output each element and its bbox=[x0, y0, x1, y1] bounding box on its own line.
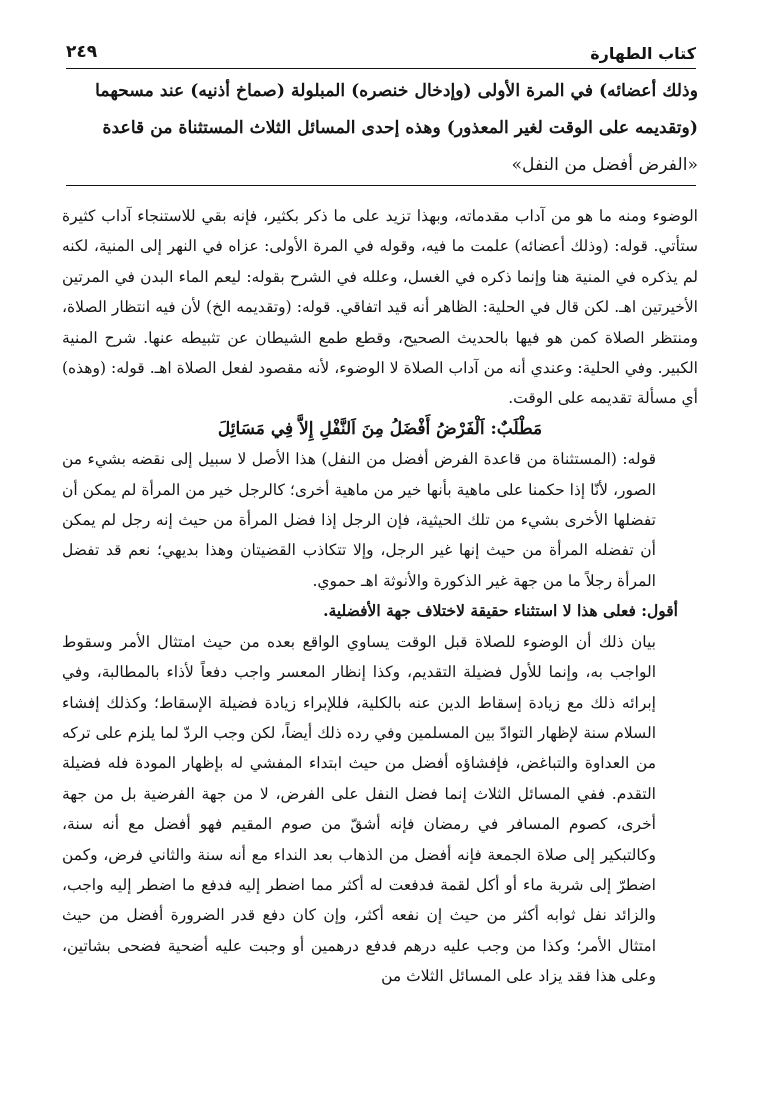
section-heading: مَطْلَبٌ: اَلْفَرْضُ أَفْضَلُ مِنَ اَلنَّفْلِ إِلاَّ فِي مَسَائِلَ bbox=[217, 418, 543, 439]
header-rule bbox=[66, 68, 696, 69]
commentary-paragraph-4: بيان ذلك أن الوضوء للصلاة قبل الوقت يساوي الواقع بعده من حيث امتثال الأمر وسقوط الواجب به، وإنما للأول فضيلة التقديم، وكذا إنظار المعسر واجب دفعاً لأذاء بالمطالبة، وفي إبرائه ذلك مع زيادة إسقاط الدين عنه بالكلية، فللإبراء زيادة فضيلة الإسقاط؛ وكذلك إفشاء السلام سنة لإظهار التوادّ بين المسلمين وفي رده ذلك أيضاً، لكن وجب الردّ لما يلزم على تركه من العداوة والتباغض، فإفشاؤه أفضل من حيث ابتداء المفشي له بإظهار المودة فله فضيلة التقدم. ففي المسائل الثلاث إنما فضل النفل على الفرض، لا من جهة الفرضية بل من جهة أخرى، كصوم المسافر في رمضان فإنه أشقّ من صوم المقيم فهو أفضل مع أنه سنة، وكالتبكير إلى صلاة الجمعة فإنه أفضل من الذهاب بعد النداء مع أنه سنة والثاني فرض، وكمن اضطرّ إلى شربة ماء أو أكل لقمة فدفعت له أكثر مما اضطر إليه فدفع ما اضطر إليه واجب، والزائد نفل ثوابه أكثر من حيث إن نفعه أكثر، وإن كان دفع قدر الضرورة أفضل من حيث امتثال الأمر؛ وكذا من وجب عليه درهم فدفع درهمين أو وجبت عليه أضحية فضحى بشاتين، وعلى هذا فقد يزاد على المسائل الثلاث من bbox=[62, 632, 656, 986]
main-text bbox=[62, 73, 698, 184]
main-text-line-2: (وتقديمه على الوقت لغير المعذور) وهذه إحدى المسائل الثلاث المستثناة من قاعدة bbox=[102, 118, 698, 138]
running-title: كتاب الطهارة bbox=[590, 44, 696, 63]
commentary-paragraph-2: قوله: (المستثناة من قاعدة الفرض أفضل من النفل) هذا الأصل لا سبيل إلى نقضه بشيء من الصور، لأنّا إذا حكمنا على ماهية بأنها خير من ماهية أخرى؛ كالرجل خير من المرأة لم يمكن أن تفضلها الأخرى بشيء من تلك الحيثية، فإن الرجل إذا فضل المرأة من حيث إنه رجل لم يمكن أن تفضله المرأة من حيث إنها غير الرجل، وإلا تتكاذب القضيتان وهذا بديهي؛ نعم قد تفضل المرأة رجلاً ما من جهة غير الذكورة والأنوثة اهـ حموي. bbox=[62, 450, 656, 590]
page-number: ٢٤٩ bbox=[66, 42, 98, 62]
main-text-line-1: وذلك أعضائه) في المرة الأولى (وإدخال خنصره) المبلولة (صماخ أذنيه) عند مسحهما bbox=[95, 81, 698, 101]
commentary-paragraph-3: أقول: فعلى هذا لا استثناء حقيقة لاختلاف جهة الأفضلية. bbox=[323, 601, 678, 621]
section-divider bbox=[66, 185, 696, 186]
commentary-paragraph-1: الوضوء ومنه ما هو من آداب مقدماته، وبهذا تزيد على ما ذكر بكثير، فإنه بقي للاستنجاء آداب كثيرة ستأتي. قوله: (وذلك أعضائه) علمت ما فيه، وقوله في المرة الأولى: عزاه في النهر إلى المنية، لكنه لم يذكره في المنية هنا وإنما ذكره في الغسل، وعلله في الشرح بقوله: ليعم الماء البدن في المرتين الأخيرتين اهـ. لكن قال في الحلية: الظاهر أنه قيد اتفاقي. قوله: (وتقديمه الخ) لأن فيه انتظار الصلاة، ومنتظر الصلاة كمن هو فيها بالحديث الصحيح، وقطع طمع الشيطان عن تثبيطه عنها. شرح المنية الكبير. وفي الحلية: وعندي أنه من آداب الصلاة لا الوضوء، لأنه مقصود لفعل الصلاة اهـ. قوله: (وهذه) أي مسألة تقديمه على الوقت. bbox=[62, 207, 698, 408]
page-header bbox=[66, 42, 696, 66]
commentary bbox=[62, 201, 698, 992]
main-text-line-3: «الفرض أفضل من النفل» bbox=[511, 155, 698, 175]
